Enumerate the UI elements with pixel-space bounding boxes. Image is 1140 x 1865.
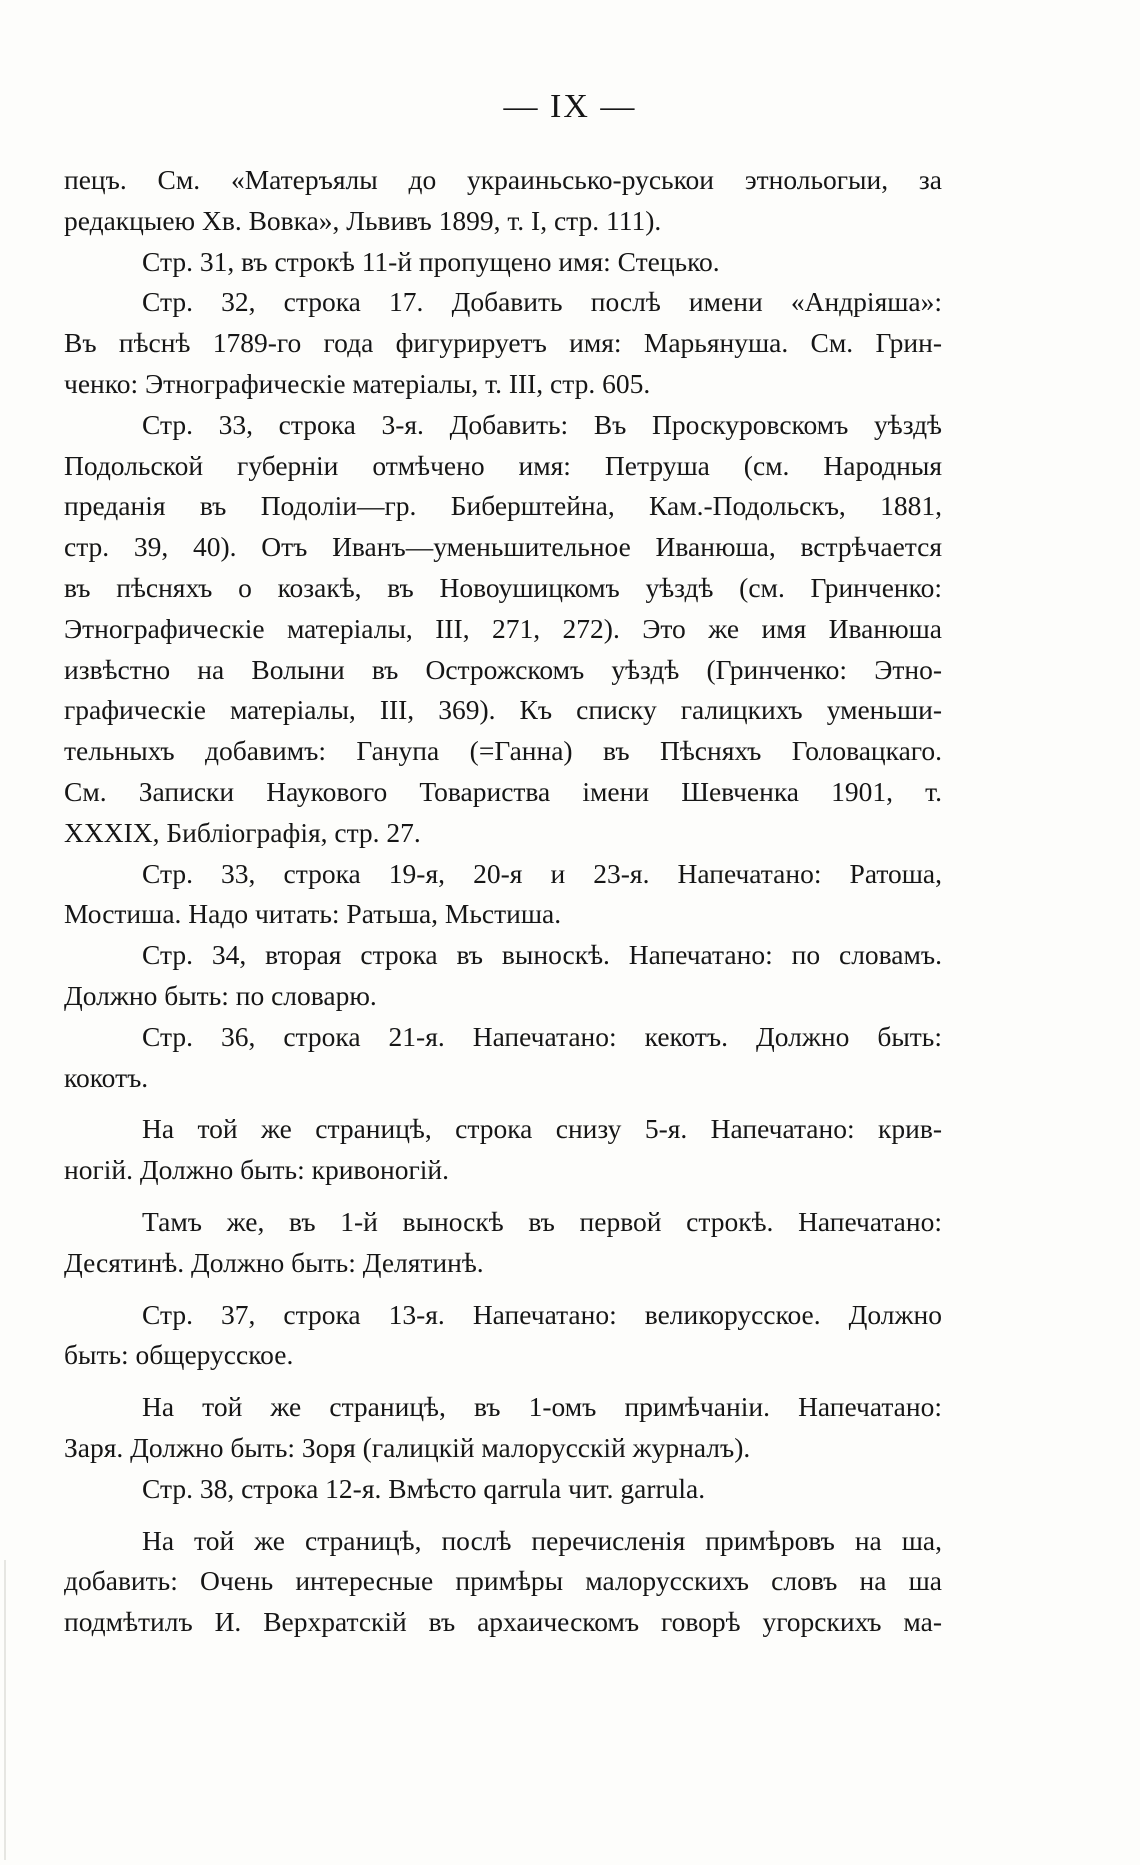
text-line: кокотъ. bbox=[64, 1061, 149, 1093]
text-line: Тамъ же, въ 1-й выноскѣ въ первой строкѣ. Напечатано: bbox=[142, 1205, 942, 1237]
text-line: преданія въ Подоліи—гр. Биберштейна, Кам.-Подольскъ, 1881, bbox=[64, 490, 942, 522]
text-line: тельныхъ добавимъ: Ганупа (=Ганна) въ Пѣсняхъ Головацкаго. bbox=[64, 735, 942, 767]
text-line: извѣстно на Волыни въ Острожскомъ уѣздѣ (Гринченко: Этно- bbox=[64, 653, 942, 685]
text-line: редакцыею Хв. Вовка», Львивъ 1899, т. I, стр. 111). bbox=[64, 204, 662, 236]
text-line: подмѣтилъ И. Верхратскій въ архаическомъ говорѣ угорскихъ ма- bbox=[64, 1606, 942, 1638]
text-line: См. Записки Наукового Товариства імени Шевченка 1901, т. bbox=[64, 775, 942, 807]
text-line: Мостиша. Надо читать: Ратьша, Мьстиша. bbox=[64, 898, 562, 930]
text-line: Подольской губерніи отмѣчено имя: Петруша (см. Народныя bbox=[64, 449, 942, 481]
text-line: Заря. Должно быть: Зоря (галицкій малорусскій журналъ). bbox=[64, 1431, 751, 1463]
text-line: Стр. 36, строка 21-я. Напечатано: кекотъ. Должно быть: bbox=[142, 1020, 942, 1052]
text-line: На той же страницѣ, строка снизу 5-я. Напечатано: крив- bbox=[142, 1113, 942, 1145]
text-line: Должно быть: по словарю. bbox=[64, 979, 377, 1011]
text-line: быть: общерусское. bbox=[64, 1339, 294, 1371]
scan-edge-line bbox=[4, 1560, 6, 1860]
text-line: стр. 39, 40). Отъ Иванъ—уменьшительное Иванюша, встрѣчается bbox=[64, 531, 942, 563]
text-line: графическіе матеріалы, III, 369). Къ списку галицкихъ уменьши- bbox=[64, 694, 942, 726]
text-line: На той же страницѣ, въ 1-омъ примѣчаніи. Напечатано: bbox=[142, 1391, 942, 1423]
text-line: Десятинѣ. Должно быть: Делятинѣ. bbox=[64, 1246, 484, 1278]
text-line: Стр. 32, строка 17. Добавить послѣ имени «Андріяша»: bbox=[142, 286, 942, 318]
text-line: Этнографическіе матеріалы, III, 271, 272). Это же имя Иванюша bbox=[64, 612, 942, 644]
text-line: пецъ. См. «Матеръялы до украиньсько-руськои этнольогыи, за bbox=[64, 164, 942, 195]
text-line: Въ пѣснѣ 1789-го года фигурируетъ имя: Марьянуша. См. Грин- bbox=[64, 327, 942, 359]
text-line: Стр. 31, въ строкѣ 11-й пропущено имя: Стецько. bbox=[142, 245, 720, 277]
text-line: Стр. 33, строка 19-я, 20-я и 23-я. Напечатано: Ратоша, bbox=[142, 857, 942, 889]
text-line: ногій. Должно быть: кривоногій. bbox=[64, 1154, 449, 1186]
text-line: Стр. 37, строка 13-я. Напечатано: великорусское. Должно bbox=[142, 1298, 942, 1330]
text-line: добавить: Очень интересные примѣры малорусскихъ словъ на ша bbox=[64, 1565, 942, 1597]
text-line: На той же страницѣ, послѣ перечисленія примѣровъ на ша, bbox=[142, 1524, 942, 1556]
page-number-header: — IX — bbox=[503, 88, 637, 125]
text-line: въ пѣсняхъ о козакѣ, въ Новоушицкомъ уѣздѣ (см. Гринченко: bbox=[64, 571, 942, 603]
text-line: Стр. 34, вторая строка въ выноскѣ. Напечатано: по словамъ. bbox=[142, 939, 942, 971]
text-line: XXXIX, Библіографія, стр. 27. bbox=[64, 816, 421, 848]
text-line: Стр. 33, строка 3-я. Добавить: Въ Проскуровскомъ уѣздѣ bbox=[142, 408, 942, 440]
text-line: ченко: Этнографическіе матеріалы, т. III, стр. 605. bbox=[64, 367, 651, 399]
text-line: Стр. 38, строка 12-я. Вмѣсто qarrula чит. garrula. bbox=[142, 1472, 706, 1504]
body-text bbox=[64, 160, 942, 1643]
